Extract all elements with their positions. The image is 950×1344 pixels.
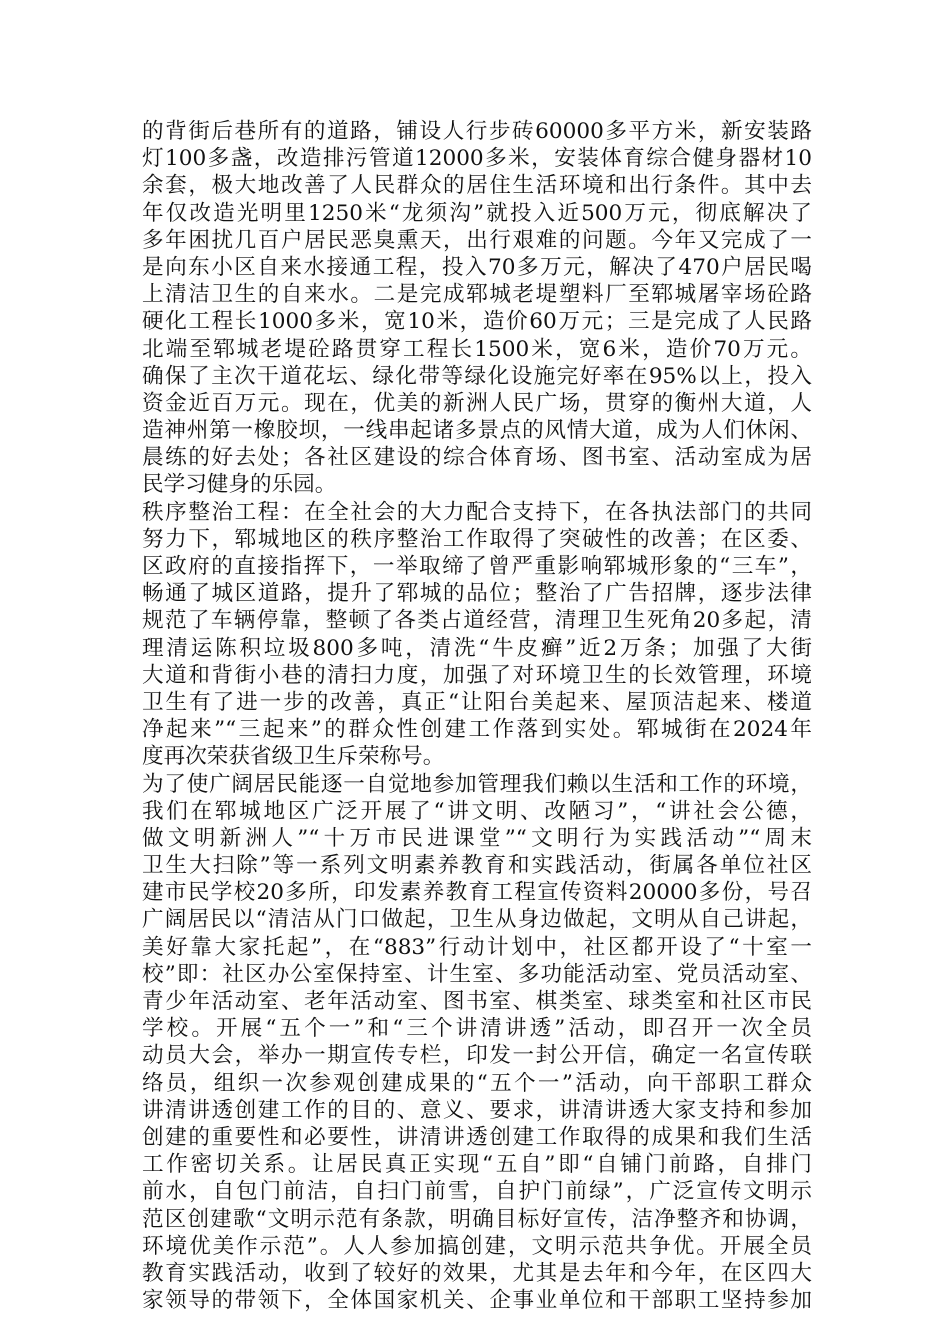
text-line: 卫生大扫除”等一系列文明素养教育和实践活动，街属各单位社区 — [142, 853, 812, 879]
text-line: 多年困扰几百户居民恶臭熏天，出行艰难的问题。今年又完成了一 — [142, 227, 812, 253]
text-line: 理清运陈积垃圾800多吨，清洗“牛皮癣”近2万条；加强了大街 — [142, 635, 812, 661]
text-line: 造神州第一橡胶坝，一线串起诸多景点的风情大道，成为人们休闲、 — [142, 418, 812, 444]
text-line: 创建的重要性和必要性，讲清讲透创建工作取得的成果和我们生活 — [142, 1124, 812, 1150]
text-line: 环境优美作示范”。人人参加搞创建，文明示范共争优。开展全员 — [142, 1233, 812, 1259]
text-line: 美好靠大家托起”，在“883”行动计划中，社区都开设了“十室一 — [142, 934, 812, 960]
text-line: 为了使广阔居民能逐一自觉地参加管理我们赖以生活和工作的环境， — [142, 771, 812, 797]
text-line: 讲清讲透创建工作的目的、意义、要求，讲清讲透大家支持和参加 — [142, 1097, 812, 1123]
text-line: 确保了主次干道花坛、绿化带等绿化设施完好率在95%以上，投入 — [142, 363, 812, 389]
text-line: 教育实践活动，收到了较好的效果，尤其是去年和今年，在区四大 — [142, 1260, 812, 1286]
text-line: 是向东小区自来水接通工程，投入70多万元，解决了470户居民喝 — [142, 254, 812, 280]
text-line: 络员，组织一次参观创建成果的“五个一”活动，向干部职工群众 — [142, 1070, 812, 1096]
text-line: 度再次荣获省级卫生斥荣称号。 — [142, 744, 445, 770]
text-line: 的背街后巷所有的道路，铺设人行步砖60000多平方米，新安装路 — [142, 119, 812, 144]
text-line: 家领导的带领下，全体国家机关、企事业单位和干部职工坚持参加 — [142, 1288, 812, 1314]
text-line: 北端至郓城老堤砼路贯穿工程长1500米，宽6米，造价70万元。 — [142, 336, 812, 362]
text-line: 净起来”“三起来”的群众性创建工作落到实处。郓城街在2024年 — [142, 717, 812, 743]
text-line: 做文明新洲人”“十万市民进课堂”“文明行为实践活动”“周末 — [142, 825, 812, 851]
text-line: 规范了车辆停靠，整顿了各类占道经营，清理卫生死角20多起，清 — [142, 608, 812, 634]
text-line: 硬化工程长1000多米，宽10米，造价60万元；三是完成了人民路 — [142, 309, 812, 335]
text-line: 余套，极大地改善了人民群众的居住生活环境和出行条件。其中去 — [142, 173, 812, 199]
text-line: 青少年活动室、老年活动室、图书室、棋类室、球类室和社区市民 — [142, 989, 812, 1014]
text-line: 我们在郓城地区广泛开展了“讲文明、改陋习”，“讲社会公德， — [142, 798, 812, 824]
text-line: 工作密切关系。让居民真正实现“五自”即“自铺门前路，自排门 — [142, 1152, 812, 1178]
text-line: 广阔居民以“清洁从门口做起，卫生从身边做起，文明从自己讲起， — [142, 907, 812, 933]
text-line: 学校。开展“五个一”和“三个讲清讲透”活动，即召开一次全员 — [142, 1016, 812, 1042]
text-line: 区政府的直接指挥下，一举取缔了曾严重影响郓城形象的“三车”， — [142, 554, 812, 579]
text-line: 年仅改造光明里1250米“龙须沟”就投入近500万元，彻底解决了 — [142, 200, 812, 226]
text-line: 前水，自包门前洁，自扫门前雪，自护门前绿”，广泛宣传文明示 — [142, 1179, 812, 1205]
text-line: 秩序整治工程：在全社会的大力配合支持下，在各执法部门的共同 — [142, 499, 812, 525]
text-line: 灯100多盏，改造排污管道12000多米，安装体育综合健身器材10 — [142, 146, 812, 172]
text-line: 民学习健身的乐园。 — [142, 472, 337, 498]
text-line: 建市民学校20多所，印发素养教育工程宣传资料20000多份，号召 — [142, 880, 812, 906]
text-line: 努力下，郓城地区的秩序整治工作取得了突破性的改善；在区委、 — [142, 526, 812, 552]
text-line: 畅通了城区道路，提升了郓城的品位；整治了广告招牌，逐步法律 — [142, 581, 812, 607]
document-page — [142, 118, 812, 1314]
text-line: 大道和背街小巷的清扫力度，加强了对环境卫生的长效管理，环境 — [142, 662, 812, 688]
text-line: 资金近百万元。现在，优美的新洲人民广场，贯穿的衡州大道，人 — [142, 390, 812, 416]
text-line: 范区创建歌“文明示范有条款，明确目标好宣传，洁净整齐和协调， — [142, 1206, 812, 1232]
text-line: 校”即：社区办公室保持室、计生室、多功能活动室、党员活动室、 — [142, 961, 812, 987]
text-line: 晨练的好去处；各社区建设的综合体育场、图书室、活动室成为居 — [142, 445, 812, 471]
text-line: 上清洁卫生的自来水。二是完成郓城老堤塑料厂至郓城屠宰场砼路 — [142, 282, 812, 308]
text-line: 卫生有了进一步的改善，真正“让阳台美起来、屋顶洁起来、楼道 — [142, 689, 812, 715]
text-line: 动员大会，举办一期宣传专栏，印发一封公开信，确定一名宣传联 — [142, 1043, 812, 1069]
